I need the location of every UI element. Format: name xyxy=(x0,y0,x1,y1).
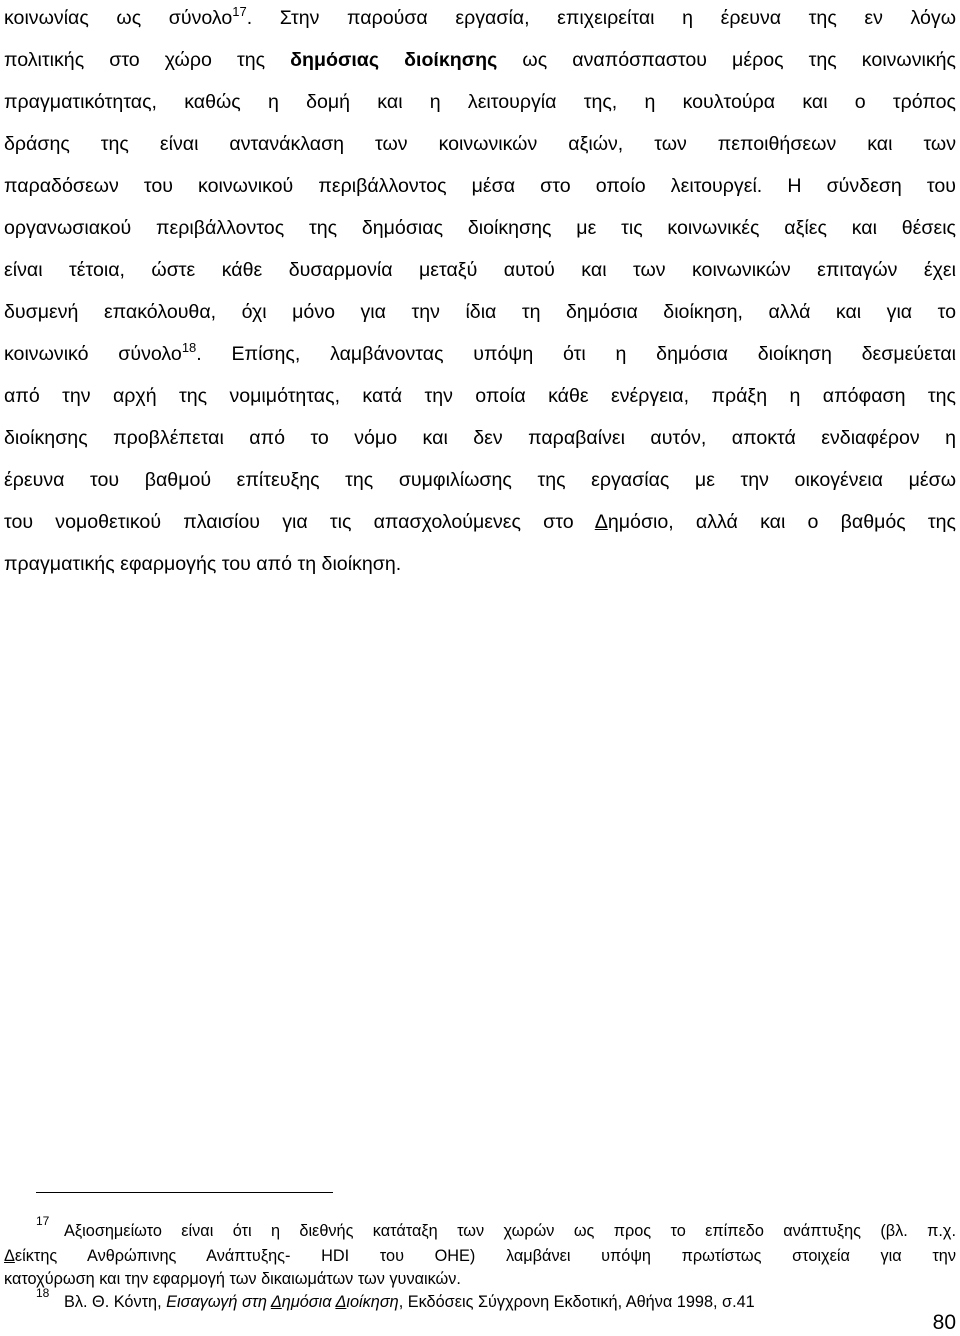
text-line-3: πραγματικότητας, καθώς η δομή και η λειτουργία της, η κουλτούρα και ο τρόπος xyxy=(4,91,956,113)
text-line-5: παραδόσεων του κοινωνικού περιβάλλοντος μέσα στο οποίο λειτουργεί. Η σύνδεση του xyxy=(4,175,956,197)
footnote-17-line-2: Δείκτης Ανθρώπινης Ανάπτυξης- HDI του ΟΗΕ) λαμβάνει υπόψη πρωτίστως στοιχεία για την xyxy=(4,1247,956,1265)
text-line-13: του νομοθετικού πλαισίου για τις απασχολούμενες στο Δημόσιο, αλλά και ο βαθμός της xyxy=(4,511,957,533)
footnote-number-18: 18 xyxy=(36,1286,50,1300)
footnote-ref-18[interactable]: 18 xyxy=(181,340,197,355)
footnote-separator xyxy=(36,1192,333,1193)
text-line-14: πραγματικής εφαρμογής του από τη διοίκηση. xyxy=(4,553,402,575)
text-line-2: πολιτικής στο χώρο της δημόσιας διοίκησης ως αναπόσπαστου μέρος της κοινωνικής xyxy=(4,49,956,71)
text-line-1: κοινωνίας ως σύνολο$^{17}$. Στην παρούσα εργασία, επιχειρείται η έρευνα της εν λόγω xyxy=(4,4,956,29)
footnote-number-17: 17 xyxy=(36,1214,50,1228)
bold-term: δημόσιας διοίκησης xyxy=(290,49,498,71)
page-number: 80 xyxy=(932,1311,956,1334)
text-line-11: διοίκησης προβλέπεται από το νόμο και δεν παραβαίνει αυτόν, αποκτά ενδιαφέρον η xyxy=(4,427,956,449)
text-line-12: έρευνα του βαθμού επίτευξης της συμφιλίωσης της εργασίας με την οικογένεια μέσω xyxy=(4,469,956,491)
footnote-18: Βλ. Θ. Κόντη, Εισαγωγή στη Δημόσια Διοίκηση, Εκδόσεις Σύγχρονη Εκδοτική, Αθήνα 1998, σ.41 xyxy=(64,1293,755,1311)
footnote-17-line-3: κατοχύρωση και την εφαρμογή των δικαιωμάτων των γυναικών. xyxy=(4,1270,461,1288)
text-line-10: από την αρχή της νομιμότητας, κατά την οποία κάθε ενέργεια, πράξη η απόφαση της xyxy=(4,385,956,407)
footnote-17-line-1: Αξιοσημείωτο είναι ότι η διεθνής κατάταξη των χωρών ως προς το επίπεδο ανάπτυξης (βλ. π.χ. xyxy=(64,1222,956,1240)
text-line-9: κοινωνικό σύνολο$^{18}$. Επίσης, λαμβάνοντας υπόψη ότι η δημόσια διοίκηση δεσμεύεται xyxy=(4,340,957,365)
text-line-6: οργανωσιακού περιβάλλοντος της δημόσιας διοίκησης με τις κοινωνικές αξίες και θέσεις xyxy=(4,217,956,239)
footnote-ref-17[interactable]: 17 xyxy=(232,4,247,19)
text-line-4: δράσης της είναι αντανάκλαση των κοινωνικών αξιών, των πεποιθήσεων και των xyxy=(4,133,956,155)
text-line-8: δυσμενή επακόλουθα, όχι μόνο για την ίδια τη δημόσια διοίκηση, αλλά και για το xyxy=(4,301,956,323)
text-line-7: είναι τέτοια, ώστε κάθε δυσαρμονία μεταξύ αυτού και των κοινωνικών επιταγών έχει xyxy=(4,259,956,281)
